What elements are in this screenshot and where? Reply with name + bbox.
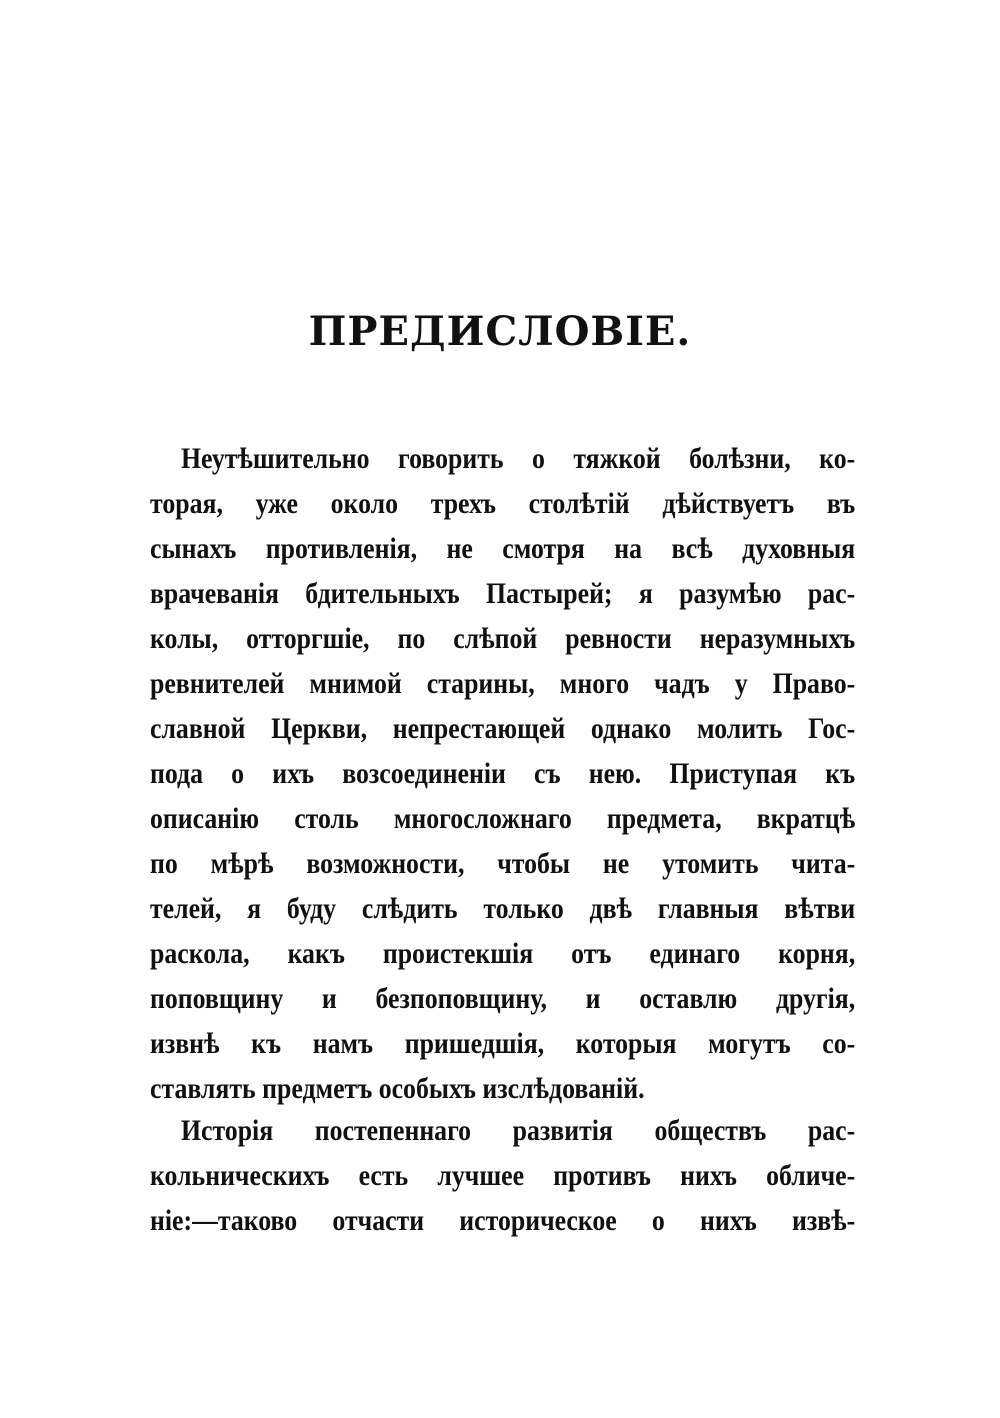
paragraph-2 (150, 1108, 855, 1243)
text-line: по мѣрѣ возможности, чтобы не утомить чита- (150, 847, 856, 880)
text-line: Неутѣшительно говорить о тяжкой болѣзни, ко- (180, 442, 856, 475)
text-line: славной Церкви, непрестающей однако молить Гос- (150, 712, 856, 745)
page-title: ПРЕДИСЛОВІЕ. (308, 308, 692, 355)
text-line: врачеванія бдительныхъ Пастырей; я разумѣю рас- (150, 577, 856, 610)
text-line: раскола, какъ проистекшія отъ единаго корня, (150, 937, 856, 970)
text-line: телей, я буду слѣдить только двѣ главныя вѣтви (150, 892, 856, 925)
text-line: торая, уже около трехъ столѣтій дѣйствуетъ въ (150, 487, 856, 520)
text-line: поповщину и безпоповщину, и оставлю другія, (150, 982, 856, 1015)
text-line: описанію столь многосложнаго предмета, вкратцѣ (150, 802, 856, 835)
text-line: сынахъ противленія, не смотря на всѣ духовныя (150, 532, 856, 565)
text-line: извнѣ къ намъ пришедшія, которыя могутъ со- (150, 1027, 856, 1060)
text-line: пода о ихъ возсоединеніи съ нею. Приступая къ (150, 757, 856, 790)
text-line: кольническихъ есть лучшее противъ нихъ обличе- (150, 1159, 856, 1192)
paragraph-1 (150, 436, 855, 1111)
text-line: ревнителей мнимой старины, много чадъ у Право- (150, 667, 856, 700)
text-line: ставлять предметъ особыхъ изслѣдованій. (150, 1072, 645, 1105)
text-line: Исторія постепеннаго развитія обществъ рас- (180, 1114, 856, 1147)
text-line: ніе:—таково отчасти историческое о нихъ извѣ- (150, 1204, 856, 1237)
text-line: колы, отторгшіе, по слѣпой ревности неразумныхъ (150, 622, 856, 655)
